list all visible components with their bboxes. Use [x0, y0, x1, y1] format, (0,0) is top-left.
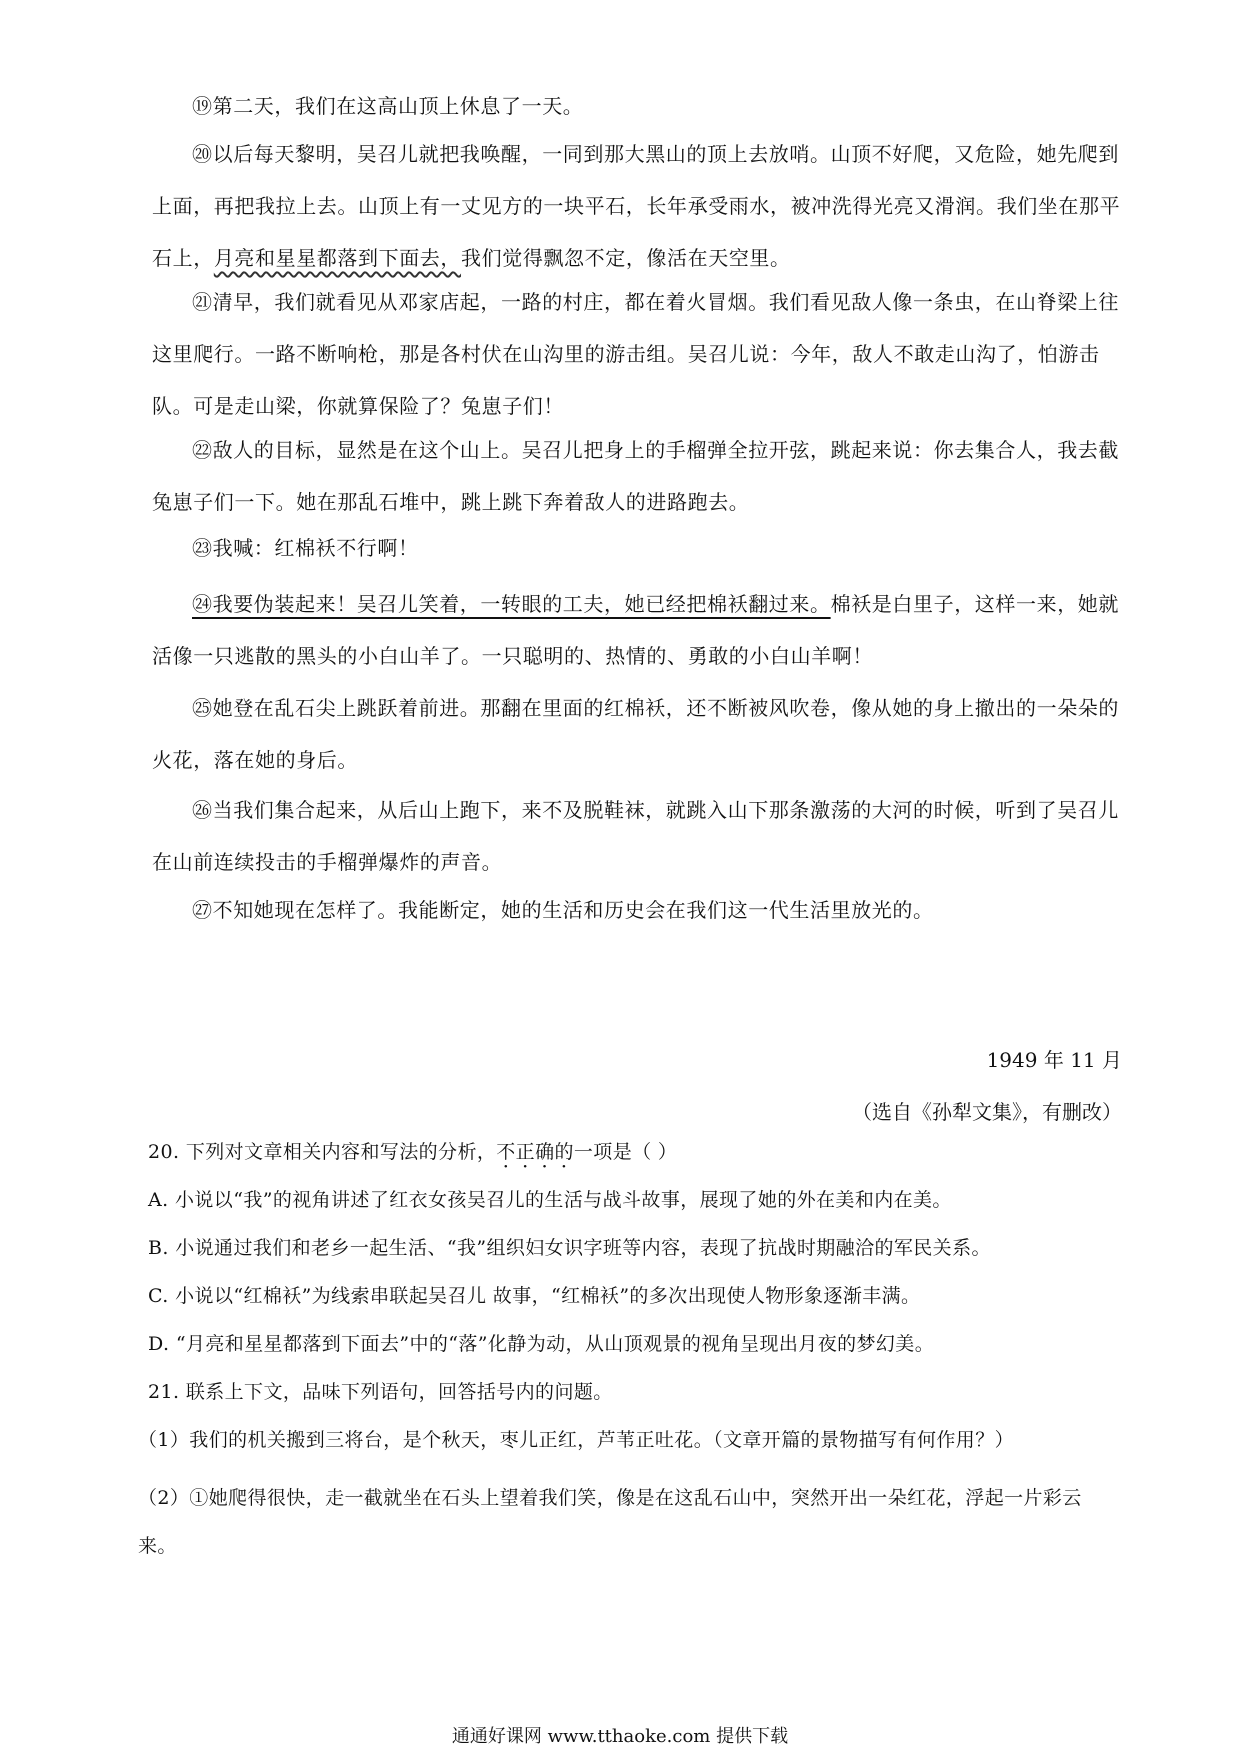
- option-a: A. 小说以“我”的视角讲述了红衣女孩吴召儿的生活与战斗故事，展现了她的外在美和内在美。: [148, 1189, 952, 1211]
- date-line: 1949 年 11 月: [986, 1048, 1122, 1072]
- paragraph-20: [152, 128, 1122, 284]
- question-20-stem-b: 一项是（ ）: [573, 1141, 678, 1163]
- paragraph-23: ㉓我喊：红棉袄不行啊！: [192, 536, 419, 560]
- paragraph-24-text: 棉袄是白里子，这样一来，她就活像一只逃散的黑头的小白山羊了。一只聪明的、热情的、勇敢的小白山羊啊！: [152, 592, 1120, 668]
- paragraph-19: ⑲第二天，我们在这高山顶上休息了一天。: [192, 94, 584, 118]
- question-21-sub-1: （1）我们的机关搬到三将台，是个秋天，枣儿正红，芦苇正吐花。（文章开篇的景物描写有何作用？）: [138, 1429, 1014, 1451]
- paragraph-20-wavy-underline: 月亮和星星都落到下面去，: [213, 246, 462, 270]
- paragraph-27: ㉗不知她现在怎样了。我能断定，她的生活和历史会在我们这一代生活里放光的。: [192, 898, 934, 922]
- paragraph-20-text-b: 我们觉得飘忽不定，像活在天空里。: [461, 246, 791, 270]
- paragraph-22: ㉒敌人的目标，显然是在这个山上。吴召儿把身上的手榴弹全拉开弦，跳起来说：你去集合人，我去截兔崽子们一下。她在那乱石堆中，跳上跳下奔着敌人的进路跑去。: [152, 438, 1119, 514]
- source-line: （选自《孙犁文集》，有删改）: [852, 1100, 1122, 1124]
- emphasis-char: 确: [535, 1141, 555, 1163]
- paragraph-24-underlined: ㉔我要伪装起来！吴召儿笑着，一转眼的工夫，她已经把棉袄翻过来。: [192, 592, 831, 616]
- paragraph-20-text-a: ⑳以后每天黎明，吴召儿就把我唤醒，一同到那大黑山的顶上去放哨。山顶不好爬，又危险，她先爬到上面，再把我拉上去。山顶上有一丈见方的一块平石，长年承受雨水，被冲洗得光亮又滑润。我们坐在那平石上，: [152, 142, 1121, 270]
- paragraph-26: ㉖当我们集合起来，从后山上跑下，来不及脱鞋袜，就跳入山下那条激荡的大河的时候，听到了吴召儿在山前连续投击的手榴弹爆炸的声音。: [152, 798, 1119, 874]
- question-21-stem: 21. 联系上下文，品味下列语句，回答括号内的问题。: [148, 1381, 613, 1403]
- option-d: D. “月亮和星星都落到下面去”中的“落”化静为动，从山顶观景的视角呈现出月夜的梦幻美。: [148, 1333, 935, 1355]
- paragraph-24: [152, 578, 1122, 682]
- question-20-stem-a: 20. 下列对文章相关内容和写法的分析，: [148, 1141, 497, 1163]
- option-b: B. 小说通过我们和老乡一起生活、“我”组织妇女识字班等内容，表现了抗战时期融洽的军民关系。: [148, 1237, 991, 1259]
- option-c: C. 小说以“红棉袄”为线索串联起吴召儿 故事，“红棉袄”的多次出现使人物形象逐渐丰满。: [148, 1285, 921, 1307]
- question-21-sub-2: （2）①她爬得很快，走一截就坐在石头上望着我们笑，像是在这乱石山中，突然开出一朵红花，浮起一片彩云来。: [138, 1487, 1082, 1557]
- emphasis-char: 的: [554, 1141, 574, 1163]
- paragraph-21: ㉑清早，我们就看见从邓家店起，一路的村庄，都在着火冒烟。我们看见敌人像一条虫，在山脊梁上往这里爬行。一路不断响枪，那是各村伏在山沟里的游击组。吴召儿说：今年，敌人不敢走山沟了，怕游击队。可是走山梁，你就算保险了？兔崽子们！: [152, 290, 1119, 418]
- emphasis-char: 正: [515, 1141, 536, 1163]
- question-20-stem: [148, 1138, 1128, 1166]
- footer-watermark: 通通好课网 www.tthaoke.com 提供下载: [451, 1726, 789, 1747]
- emphasis-char: 不: [496, 1141, 516, 1163]
- paragraph-25: ㉕她登在乱石尖上跳跃着前进。那翻在里面的红棉袄，还不断被风吹卷，像从她的身上撤出的一朵朵的火花，落在她的身后。: [152, 696, 1119, 772]
